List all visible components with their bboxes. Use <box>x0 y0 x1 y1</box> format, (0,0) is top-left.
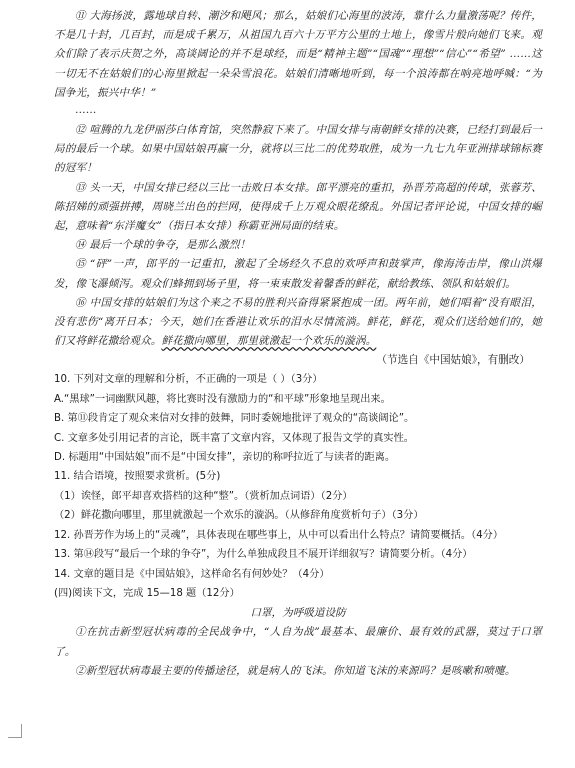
passage-ellipsis: …… <box>75 104 97 117</box>
question-10-option-b: B. 第⑪段肯定了观众来信对女排的鼓舞，同时委婉地批评了观众的“高谈阔论”。 <box>54 413 415 425</box>
question-11-part-1: （1）诶怪，郎平却喜欢搭档的这种“整”。（赏析加点词语）（2分） <box>54 490 353 502</box>
margin-corner-mark <box>8 724 22 738</box>
passage-paragraph-13: ⑬ 头一天，中国女排已经以三比一击败日本女排。郎平漂亮的重扣，孙晋芳高超的传球，张蓉芳、陈招娣的顽强拼搏，周晓兰出色的拦网，使得成千上万观众眼花缭乱。外国记者评论说，中国女排的崛起，意味着“东洋魔女”（指日本女排）称霸亚洲局面的结束。 <box>54 181 542 233</box>
question-14: 14. 文章的题目是《中国姑娘》，这样命名有何妙处？（4分） <box>54 568 330 580</box>
question-12: 12. 孙晋芳作为场上的“灵魂”，具体表现在哪些事上，从中可以看出什么特点？请简要概括。（4分） <box>54 529 504 541</box>
question-11-part-2: （2）鲜花撒向哪里，那里就激起一个欢乐的漩涡。（从修辞角度赏析句子）（3分） <box>54 510 424 522</box>
passage-paragraph-15: ⑮ “砰”一声，郎平的一记重扣，激起了全场经久不息的欢呼声和鼓掌声，像海涛击岸，像山洪爆发，像飞瀑倾泻。观众们蜂拥到场子里，将一束束散发着馨香的鲜花，献给教练、领队和姑娘们。 <box>54 258 542 290</box>
passage-paragraph-12: ⑫ 喧腾的九龙伊丽莎白体育馆，突然静寂下来了。中国女排与南朝鲜女排的决赛，已经打到最后一局的最后一个球。如果中国姑娘再赢一分，就将以三比二的优势取胜，成为一九七九年亚洲排球锦标赛的冠军！ <box>54 124 542 175</box>
question-10-option-c: C. 文章多处引用记者的言论，既丰富了文章内容，又体现了报告文学的真实性。 <box>54 432 414 444</box>
wavy-underlined-sentence: 鲜花撒向哪里，那里就激起一个欢乐的漩涡。 <box>161 335 377 348</box>
question-10-option-d: D. 标题用“中国姑娘”而不是“中国女排”，亲切的称呼拉近了与读者的距离。 <box>54 452 396 464</box>
page-content <box>54 7 542 681</box>
passage-paragraph-16 <box>54 294 542 352</box>
passage-paragraph-16-text: ⑯ 中国女排的姑娘们为这个来之不易的胜利兴奋得紧紧抱成一团。两年前，她们唱着“没有眼泪，没有悲伤“离开日本；今天，她们在香港让欢乐的泪水尽情流淌。鲜花，鲜花，观众们送给她们的，她们又将鲜花撒给观众。 <box>54 296 542 348</box>
article-title: 口罩，为呼吸道设防 <box>250 607 346 620</box>
section-4-header: (四)阅读下文，完成 15—18 题（12分） <box>54 587 240 599</box>
article-paragraph-1: ①在抗击新型冠状病毒的全民战争中，“人自为战”最基本、最廉价、最有效的武器，莫过于口罩了。 <box>54 626 542 658</box>
passage-source: （节选自《中国姑娘》，有删改） <box>376 354 530 367</box>
margin-mark-vertical <box>21 724 22 738</box>
question-13: 13. 第⑭段写“最后一个球的争夺”，为什么单独成段且不展开详细叙写？请简要分析。（4分） <box>54 549 473 561</box>
passage-paragraph-14: ⑭ 最后一个球的争夺，是那么激烈！ <box>75 239 251 252</box>
passage-paragraph-11: ⑪ 大海扬波，露地球自转、潮汐和飓风；那么，姑娘们心海里的波涛，靠什么力量激荡呢？传件，不是几十封，几百封，而是成千累万，从祖国九百六十万平方公里的土地上，像雪片般向她们飞来。观众们除了表示庆贺之外，高谈阔论的并不是球经，而是“精神主题”“国魂”“理想”“信心”“希望” ……这一切无不在姑娘们的心海里掀起一朵朵雪浪花。姑娘们清晰地听到，每一个浪涛都在响亮地呼喊：“为国争光，振兴中华！” <box>54 10 542 99</box>
question-10: 10. 下列对文章的理解和分析，不正确的一项是（ ）（3分） <box>54 374 323 386</box>
question-10-option-a: A.“黑球”一词幽默风趣，将比赛时没有激励力的“和平球”形象地呈现出来。 <box>54 393 391 405</box>
article-paragraph-2: ②新型冠状病毒最主要的传播途径，就是病人的飞沫。你知道飞沫的来源吗？是咳嗽和喷嚏。 <box>75 664 516 677</box>
question-11: 11. 结合语境，按照要求赏析。(5分) <box>54 471 221 483</box>
margin-mark-horizontal <box>8 737 22 738</box>
